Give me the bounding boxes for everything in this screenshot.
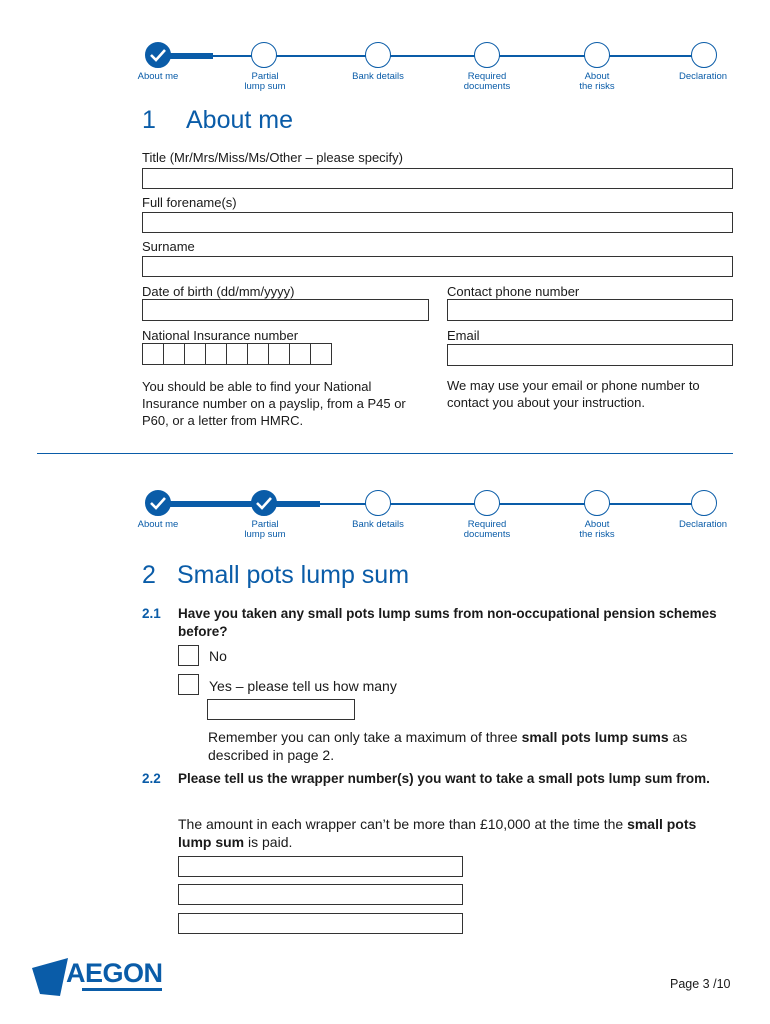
no-checkbox[interactable] (178, 645, 199, 666)
step-label-bank-details: Bank details (352, 71, 404, 82)
ni-char-box[interactable] (268, 343, 290, 365)
dob-label: Date of birth (dd/mm/yyyy) (142, 284, 295, 299)
wrapper-note-post: is paid. (244, 834, 293, 850)
step-label-about-risks (557, 72, 637, 92)
aegon-logo-icon (30, 958, 70, 996)
forename-field[interactable] (142, 212, 733, 233)
surname-field[interactable] (142, 256, 733, 277)
step-label-bank-details: Bank details (352, 519, 404, 530)
step-label-text: Partial lump sum (244, 71, 286, 92)
progress-fill (158, 501, 320, 507)
step-label-partial-lump-sum (225, 72, 305, 92)
step-label-about-me: About me (137, 519, 179, 530)
reminder-bold: small pots lump sums (521, 729, 669, 745)
reminder-pre: Remember you can only take a maximum of three (208, 729, 522, 745)
title-label: Title (Mr/Mrs/Miss/Ms/Other – please specify) (142, 150, 404, 165)
section-number: 2 (142, 561, 156, 589)
step-circle-icon (251, 42, 277, 68)
phone-field[interactable] (447, 299, 733, 321)
ni-char-box[interactable] (163, 343, 185, 365)
phone-label: Contact phone number (447, 284, 580, 299)
step-label-about-risks (557, 520, 637, 540)
ni-char-box[interactable] (247, 343, 269, 365)
ni-number-boxes[interactable] (142, 343, 332, 365)
step-label-text: About the risks (579, 71, 615, 92)
surname-label: Surname (142, 239, 195, 254)
step-circle-icon (474, 490, 500, 516)
question-2-2-text: Please tell us the wrapper number(s) you want to take a small pots lump sum from. (178, 771, 710, 786)
step-label-partial-lump-sum (225, 520, 305, 540)
step-complete-icon (251, 490, 277, 516)
logo-underline (82, 988, 162, 991)
section-1-title (142, 106, 293, 135)
ni-label: National Insurance number (142, 328, 299, 343)
ni-char-box[interactable] (310, 343, 332, 365)
dob-field[interactable] (142, 299, 429, 321)
wrapper-number-field-1[interactable] (178, 856, 463, 877)
how-many-field[interactable] (207, 699, 355, 720)
ni-char-box[interactable] (289, 343, 311, 365)
step-label-required-documents (447, 520, 527, 540)
section-2-title (142, 561, 409, 590)
question-2-1-number: 2.1 (142, 606, 161, 621)
forename-label: Full forename(s) (142, 195, 237, 210)
page-number: Page 3 /10 (670, 977, 731, 991)
email-field[interactable] (447, 344, 733, 366)
step-label-declaration: Declaration (678, 71, 728, 82)
ni-note: You should be able to find your National Insurance number on a payslip, from a P45 or P60, or a letter from HMRC. (142, 379, 406, 428)
wrapper-note-bold: small pots lump sum (178, 816, 697, 850)
step-label-text: Required documents (463, 71, 511, 92)
wrapper-note (178, 815, 733, 851)
step-circle-icon (691, 42, 717, 68)
step-label-about-me: About me (137, 71, 179, 82)
ni-char-box[interactable] (142, 343, 164, 365)
question-2-1-text: Have you taken any small pots lump sums from non-occupational pension schemes before? (178, 606, 717, 639)
step-label-text: Required documents (463, 519, 511, 540)
step-complete-icon (145, 42, 171, 68)
step-circle-icon (365, 42, 391, 68)
ni-char-box[interactable] (184, 343, 206, 365)
step-label-required-documents (447, 72, 527, 92)
step-complete-icon (145, 490, 171, 516)
step-circle-icon (584, 42, 610, 68)
logo-wordmark: AEGON (66, 958, 163, 988)
step-circle-icon (584, 490, 610, 516)
title-field[interactable] (142, 168, 733, 189)
wrapper-number-field-3[interactable] (178, 913, 463, 934)
question-2-2-number: 2.2 (142, 771, 161, 786)
section-number: 1 (142, 106, 156, 134)
section-divider (37, 453, 733, 454)
wrapper-number-field-2[interactable] (178, 884, 463, 905)
yes-option-label: Yes – please tell us how many (209, 678, 397, 694)
reminder-text (208, 728, 733, 764)
email-label: Email (447, 328, 480, 343)
yes-checkbox[interactable] (178, 674, 199, 695)
no-option-label: No (209, 648, 227, 664)
wrapper-note-pre: The amount in each wrapper can’t be more than £10,000 at the time the (178, 816, 628, 832)
progress-track (158, 55, 708, 57)
aegon-logo (30, 958, 163, 998)
contact-note: We may use your email or phone number to contact you about your instruction. (447, 378, 700, 410)
ni-char-box[interactable] (205, 343, 227, 365)
section-title-text: About me (186, 106, 294, 134)
step-label-text: Partial lump sum (244, 519, 286, 540)
step-circle-icon (691, 490, 717, 516)
section-title-text: Small pots lump sum (177, 561, 410, 589)
reminder-post: as described in page 2. (208, 729, 688, 763)
ni-char-box[interactable] (226, 343, 248, 365)
step-circle-icon (474, 42, 500, 68)
step-label-declaration: Declaration (678, 519, 728, 530)
progress-tracker-2 (130, 490, 740, 550)
step-label-text: About the risks (579, 519, 615, 540)
progress-tracker-1 (130, 42, 740, 102)
step-circle-icon (365, 490, 391, 516)
